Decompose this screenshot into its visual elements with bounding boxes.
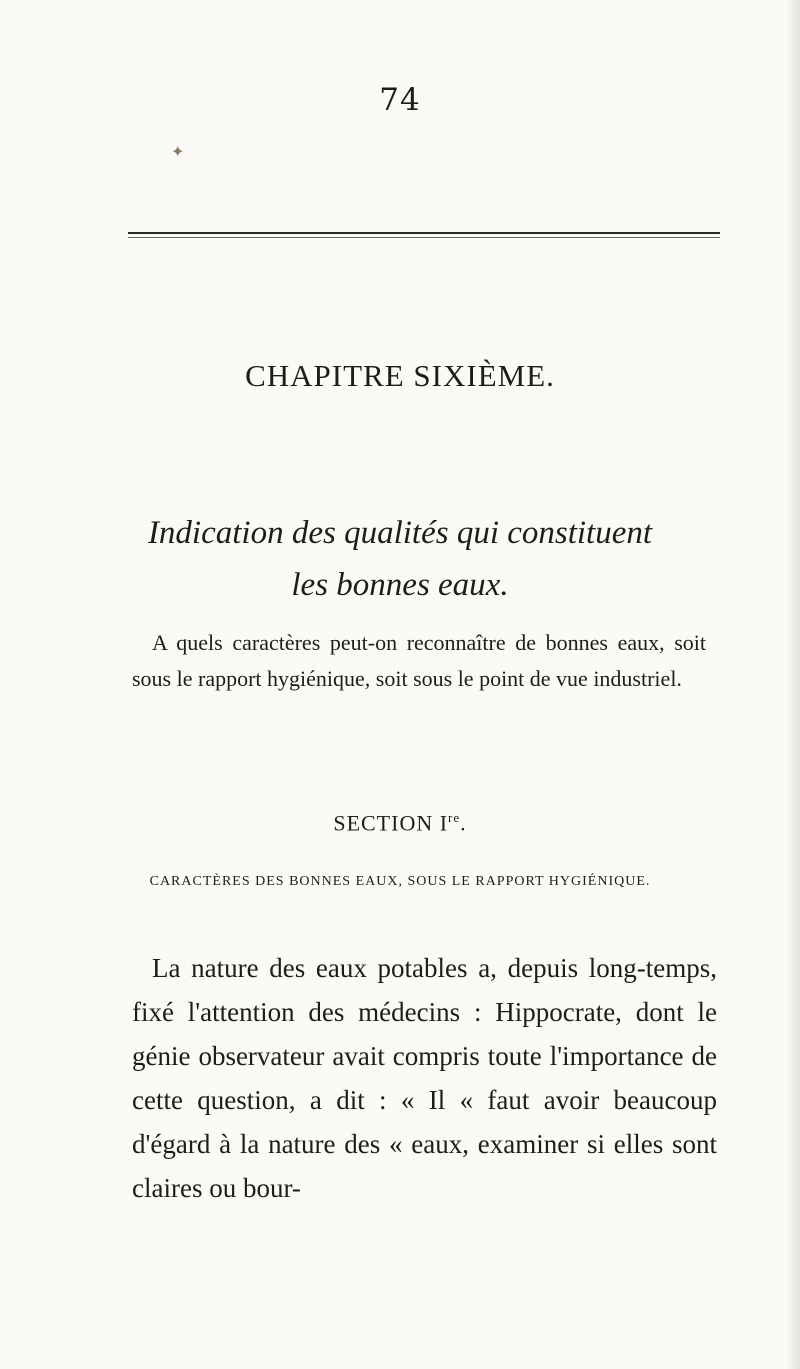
heading-line-2: les bonnes eaux. bbox=[291, 567, 509, 603]
section-label-sup: re bbox=[448, 810, 461, 825]
section-label-end: . bbox=[460, 810, 467, 836]
section-label bbox=[0, 810, 800, 836]
header-rule-thin bbox=[128, 237, 720, 238]
header-rule bbox=[128, 232, 720, 234]
body-paragraph: La nature des eaux potables a, depuis long-temps, fixé l'attention des médecins : Hippocrate, dont le génie observateur avait compris toute l'importance de cette question, a dit : « Il « faut avoir beaucoup d'égard à la nature des « eaux, examiner si elles sont claires ou bour- bbox=[132, 953, 717, 1203]
chapter-title: CHAPITRE SIXIÈME. bbox=[245, 358, 555, 393]
heading-line-1: Indication des qualités qui constituent bbox=[147, 515, 653, 551]
section-subtitle: CARACTÈRES DES BONNES EAUX, SOUS LE RAPPORT HYGIÉNIQUE. bbox=[149, 874, 651, 889]
chapter-summary: A quels caractères peut-on reconnaître de bonnes eaux, soit sous le rapport hygiénique, soit sous le point de vue industriel. bbox=[132, 630, 706, 691]
page-number: 74 bbox=[379, 82, 421, 118]
ornament-icon: ✦ bbox=[171, 142, 185, 161]
section-label-text: SECTION I bbox=[333, 810, 449, 836]
